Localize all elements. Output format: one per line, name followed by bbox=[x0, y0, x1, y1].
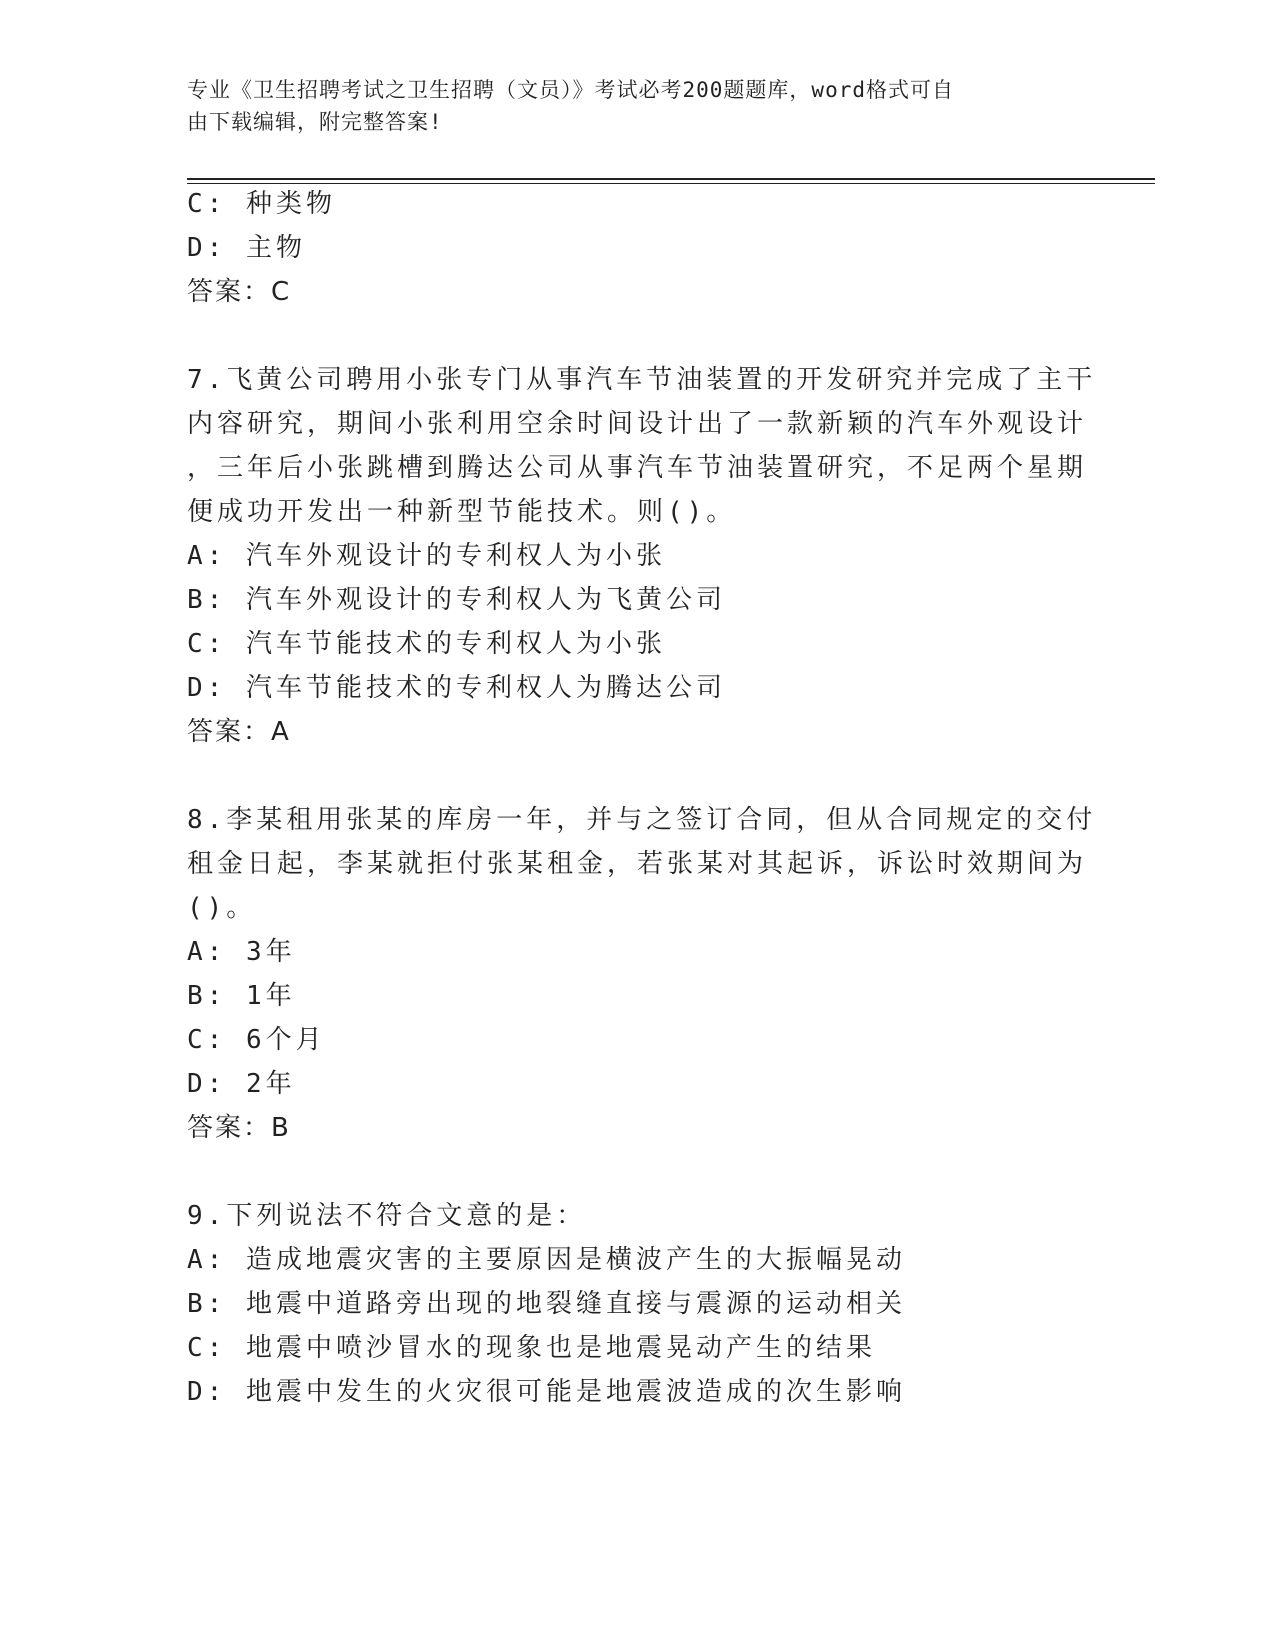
q7-option-d: D: 汽车节能技术的专利权人为腾达公司 bbox=[187, 673, 726, 703]
header-line-1: 专业《卫生招聘考试之卫生招聘（文员）》考试必考200题题库，word格式可自 bbox=[187, 78, 954, 102]
q7-answer: 答案：A bbox=[187, 717, 291, 747]
q7-stem-line-2: 内容研究，期间小张利用空余时间设计出了一款新颖的汽车外观设计 bbox=[187, 409, 1088, 439]
header-rule-thick bbox=[187, 178, 1155, 180]
q8-stem-line-3: ()。 bbox=[187, 893, 257, 923]
prev-option-d: D: 主物 bbox=[187, 233, 306, 263]
q7-option-a: A: 汽车外观设计的专利权人为小张 bbox=[187, 541, 666, 571]
q7-stem-line-4: 便成功开发出一种新型节能技术。则()。 bbox=[187, 497, 737, 527]
q8-option-b: B: 1年 bbox=[187, 981, 296, 1011]
q8-answer: 答案：B bbox=[187, 1113, 291, 1143]
document-header bbox=[187, 74, 1067, 138]
q7-option-c: C: 汽车节能技术的专利权人为小张 bbox=[187, 629, 666, 659]
q9-option-c: C: 地震中喷沙冒水的现象也是地震晃动产生的结果 bbox=[187, 1333, 876, 1363]
q9-stem-line-1: 9.下列说法不符合文意的是： bbox=[187, 1201, 587, 1231]
prev-option-c: C: 种类物 bbox=[187, 189, 336, 219]
q9-option-a: A: 造成地震灾害的主要原因是横波产生的大振幅晃动 bbox=[187, 1245, 906, 1275]
header-rule-thin bbox=[187, 183, 1155, 184]
header-line-2: 由下载编辑，附完整答案! bbox=[187, 110, 443, 134]
q7-stem-line-1: 7.飞黄公司聘用小张专门从事汽车节油装置的开发研究并完成了主干 bbox=[187, 365, 1097, 395]
q7-option-b: B: 汽车外观设计的专利权人为飞黄公司 bbox=[187, 585, 726, 615]
q8-option-d: D: 2年 bbox=[187, 1069, 296, 1099]
q8-stem-line-2: 租金日起，李某就拒付张某租金，若张某对其起诉，诉讼时效期间为 bbox=[187, 849, 1088, 879]
q7-stem-line-3: ，三年后小张跳槽到腾达公司从事汽车节油装置研究，不足两个星期 bbox=[187, 453, 1088, 483]
q9-option-b: B: 地震中道路旁出现的地裂缝直接与震源的运动相关 bbox=[187, 1289, 906, 1319]
q9-option-d: D: 地震中发生的火灾很可能是地震波造成的次生影响 bbox=[187, 1377, 906, 1407]
q8-stem-line-1: 8.李某租用张某的库房一年，并与之签订合同，但从合同规定的交付 bbox=[187, 805, 1097, 835]
prev-answer: 答案：C bbox=[187, 277, 292, 307]
q8-option-a: A: 3年 bbox=[187, 937, 296, 967]
q8-option-c: C: 6个月 bbox=[187, 1025, 326, 1055]
